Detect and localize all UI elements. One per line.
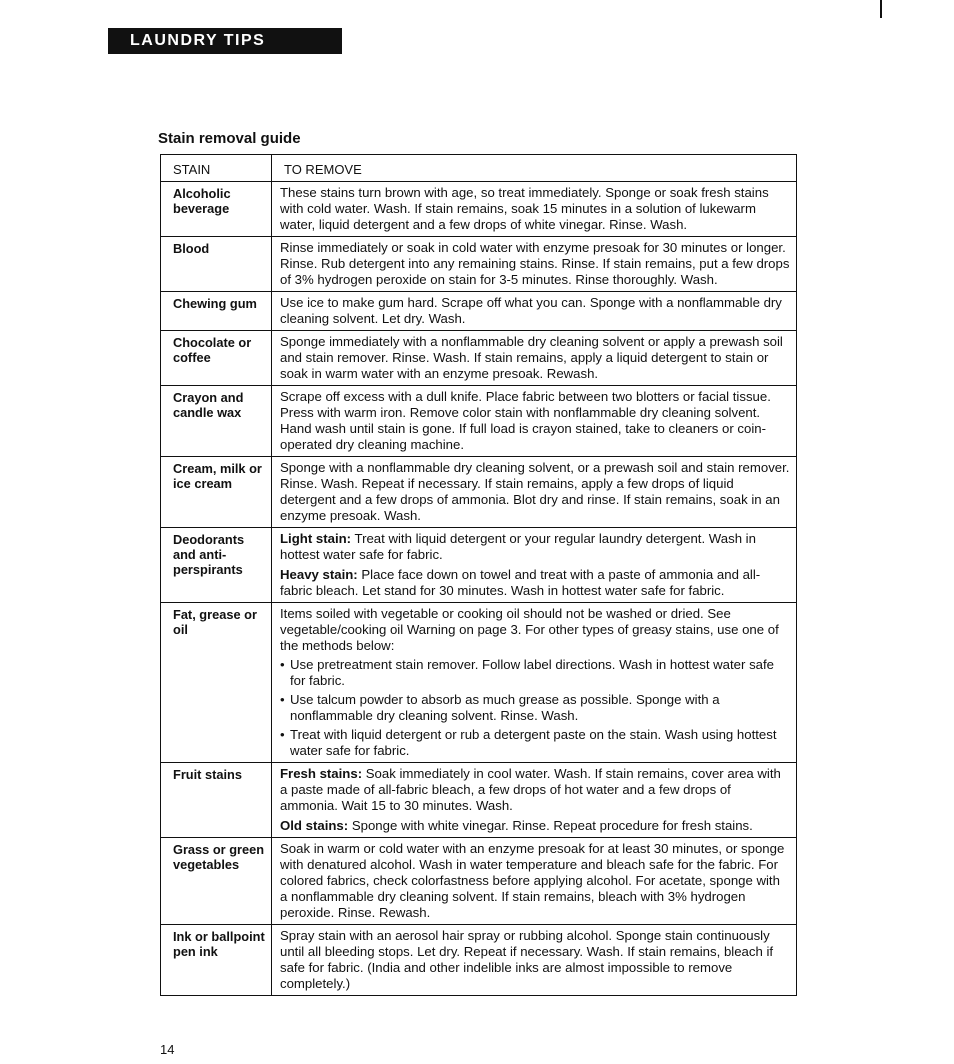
instruction-paragraph (280, 766, 790, 814)
removal-instructions (272, 925, 797, 996)
table-row (161, 182, 797, 237)
page-number: 14 (160, 1042, 175, 1057)
instruction-paragraph (280, 818, 790, 834)
table-body (161, 182, 797, 996)
table-row (161, 292, 797, 331)
instruction-text: Spray stain with an aerosol hair spray or rubbing alcohol. Sponge stain continuously until all bleeding stops. Let dry. Repeat if necessary. Wash. If stain remains, bleach if safe for fabric. (India and other indelible inks are almost impossible to remove completely.) (280, 928, 774, 991)
removal-instructions (272, 292, 797, 331)
removal-instructions (272, 528, 797, 603)
section-tab: LAUNDRY TIPS (108, 28, 342, 54)
instruction-text: Use ice to make gum hard. Scrape off what you can. Sponge with a nonflammable dry cleaning solvent. Let dry. Wash. (280, 295, 782, 326)
instruction-text: Items soiled with vegetable or cooking oil should not be washed or dried. See vegetable/cooking oil Warning on page 3. For other types of greasy stains, use one of the methods below: (280, 606, 779, 653)
instruction-text: Sponge with a nonflammable dry cleaning solvent, or a prewash soil and stain remover. Rinse. Wash. Repeat if necessary. If stain remains, apply a few drops of liquid detergent and a few drops of ammonia. Blot dry and rinse. If stain remains, soak in an enzyme presoak. Wash. (280, 460, 790, 523)
instruction-paragraph (280, 334, 790, 382)
list-item: • Use talcum powder to absorb as much grease as possible. Sponge with a nonflammable dry cleaning solvent. Rinse. Wash. (280, 692, 790, 724)
instruction-text: Soak immediately in cool water. Wash. If stain remains, cover area with a paste made of all-fabric bleach, a few drops of hot water and a few drops of ammonia. Wait 15 to 30 minutes. Wash. (280, 766, 781, 813)
instruction-paragraph (280, 841, 790, 921)
instruction-text: Scrape off excess with a dull knife. Place fabric between two blotters or facial tissue. Press with warm iron. Remove color stain with nonflammable dry cleaning solvent. Hand wash until stain is gone. If full load is crayon stained, take to cleaners or coin-operated dry cleaning machine. (280, 389, 771, 452)
instruction-text: Soak in warm or cold water with an enzyme presoak for at least 30 minutes, or sponge with denatured alcohol. Wash in water temperature and bleach safe for the fabric. For colored fabrics, check colorfastness before applying alcohol. For acetate, sponge with a nonflammable dry cleaning solvent. If stain remains, bleach with 3% hydrogen peroxide. Rinse. Rewash. (280, 841, 785, 920)
table-row (161, 331, 797, 386)
stain-name: Crayon and candle wax (161, 386, 272, 457)
instruction-heading: Heavy stain: (280, 567, 358, 582)
table-row (161, 457, 797, 528)
instruction-paragraph (280, 295, 790, 327)
instruction-text: Sponge immediately with a nonflammable dry cleaning solvent or apply a prewash soil and stain remover. Rinse. Wash. If stain remains, apply a liquid detergent to stain or soak in warm water with an enzyme presoak. Rewash. (280, 334, 783, 381)
table-row (161, 763, 797, 838)
instruction-paragraph (280, 928, 790, 992)
removal-instructions (272, 182, 797, 237)
stain-name: Fat, grease or oil (161, 603, 272, 763)
removal-instructions (272, 838, 797, 925)
list-item: • Use pretreatment stain remover. Follow label directions. Wash in hottest water safe for fabric. (280, 657, 790, 689)
instruction-text: These stains turn brown with age, so treat immediately. Sponge or soak fresh stains with cold water. Wash. If stain remains, soak 15 minutes in a solution of lukewarm water, liquid detergent and a few drops of white vinegar. Rinse. Wash. (280, 185, 769, 232)
instruction-paragraph (280, 531, 790, 563)
removal-instructions (272, 603, 797, 763)
table-header-row (161, 155, 797, 182)
stain-name: Deodorants and anti-perspirants (161, 528, 272, 603)
method-list (280, 657, 790, 759)
stain-name: Cream, milk or ice cream (161, 457, 272, 528)
stain-removal-table (160, 154, 797, 996)
table-row (161, 386, 797, 457)
removal-instructions (272, 763, 797, 838)
instruction-text: Rinse immediately or soak in cold water with enzyme presoak for 30 minutes or longer. Rinse. Rub detergent into any remaining stains. Rinse. If stain remains, put a few drops of 3% hydrogen peroxide on stain for 3-5 minutes. Rinse thoroughly. Wash. (280, 240, 790, 287)
stain-name: Blood (161, 237, 272, 292)
instruction-heading: Old stains: (280, 818, 349, 833)
column-header-to-remove: TO REMOVE (272, 155, 797, 182)
removal-instructions (272, 237, 797, 292)
instruction-paragraph (280, 567, 790, 599)
removal-instructions (272, 457, 797, 528)
stain-name: Alcoholic beverage (161, 182, 272, 237)
instruction-paragraph (280, 240, 790, 288)
instruction-text: Sponge with white vinegar. Rinse. Repeat procedure for fresh stains. (351, 818, 753, 833)
table-row (161, 528, 797, 603)
removal-instructions (272, 331, 797, 386)
instruction-heading: Light stain: (280, 531, 352, 546)
instruction-text: Place face down on towel and treat with a paste of ammonia and all-fabric bleach. Let stand for 30 minutes. Wash in hottest water safe for fabric. (280, 567, 761, 598)
removal-instructions (272, 386, 797, 457)
stain-name: Chewing gum (161, 292, 272, 331)
instruction-paragraph (280, 606, 790, 654)
instruction-heading: Fresh stains: (280, 766, 363, 781)
table-row (161, 237, 797, 292)
table-row (161, 838, 797, 925)
instruction-paragraph (280, 460, 790, 524)
section-title: Stain removal guide (158, 130, 301, 147)
stain-name: Grass or green vegetables (161, 838, 272, 925)
edge-mark (880, 0, 882, 18)
instruction-text: Treat with liquid detergent or your regular laundry detergent. Wash in hottest water safe for fabric. (280, 531, 756, 562)
stain-name: Chocolate or coffee (161, 331, 272, 386)
instruction-paragraph (280, 389, 790, 453)
stain-name: Fruit stains (161, 763, 272, 838)
stain-name: Ink or ballpoint pen ink (161, 925, 272, 996)
column-header-stain: STAIN (161, 155, 272, 182)
table-row (161, 925, 797, 996)
instruction-paragraph (280, 185, 790, 233)
list-item: • Treat with liquid detergent or rub a detergent paste on the stain. Wash using hottest water safe for fabric. (280, 727, 790, 759)
table-row (161, 603, 797, 763)
